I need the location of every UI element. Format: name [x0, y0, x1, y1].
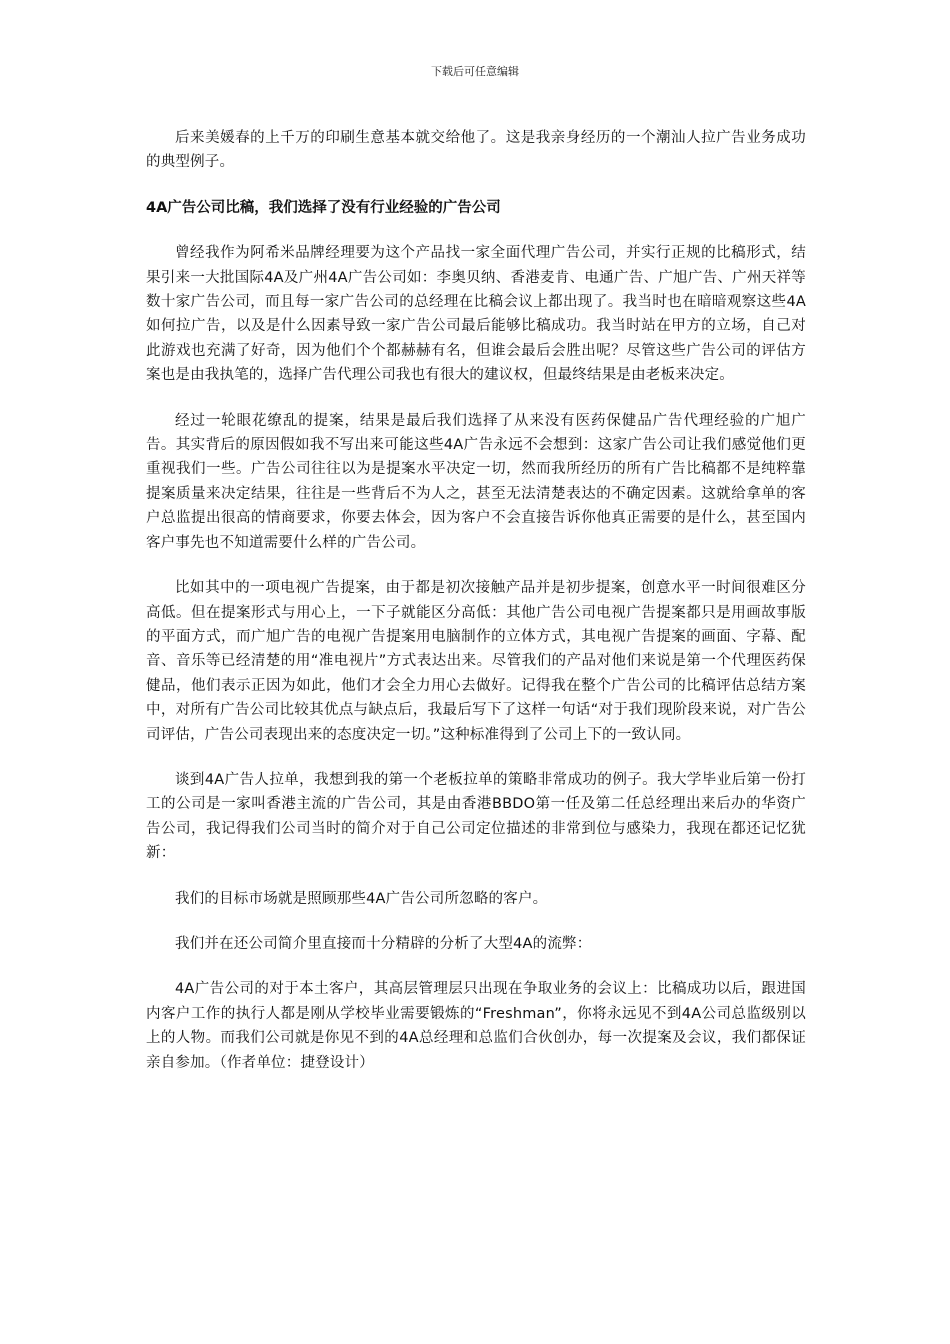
paragraph-pitch-result: 经过一轮眼花缭乱的提案，结果是最后我们选择了从来没有医药保健品广告代理经验的广旭广告。其实背后的原因假如我不写出来可能这些4A广告永远不会想到：这家广告公司让我们感觉他们更重视我们一些。广告公司往往以为是提案水平决定一切，然而我所经历的所有广告比稿都不是纯粹靠提案质量来决定结果，往往是一些背后不为人之，甚至无法清楚表达的不确定因素。这就给拿单的客户总监提出很高的情商要求，你要去体会，因为客户不会直接告诉你他真正需要的是什么，甚至国内客户事先也不知道需要什么样的广告公司。: [146, 412, 806, 551]
paragraph-first-boss: 谈到4A广告人拉单，我想到我的第一个老板拉单的策略非常成功的例子。我大学毕业后第一份打工的公司是一家叫香港主流的广告公司，其是由香港BBDO第一任及第二任总经理出来后办的华资广告公司，我记得我们公司当时的简介对于自己公司定位描述的非常到位与感染力，我现在都还记忆犹新：: [146, 771, 806, 862]
document-body: [146, 126, 806, 1096]
paragraph-intro: 后来美媛春的上千万的印刷生意基本就交给他了。这是我亲身经历的一个潮汕人拉广告业务成功的典型例子。: [146, 130, 806, 171]
paragraph-target-market: 我们的目标市场就是照顾那些4A广告公司所忽略的客户。: [175, 890, 548, 907]
paragraph-pitch-context: 曾经我作为阿希米品牌经理要为这个产品找一家全面代理广告公司，并实行正规的比稿形式，结果引来一大批国际4A及广州4A广告公司如：李奥贝纳、香港麦肯、电通广告、广旭广告、广州天祥等数十家广告公司，而且每一家广告公司的总经理在比稿会议上都出现了。我当时也在暗暗观察这些4A如何拉广告，以及是什么因素导致一家广告公司最后能够比稿成功。我当时站在甲方的立场，自己对此游戏也充满了好奇，因为他们个个都赫赫有名，但谁会最后会胜出呢？尽管这些广告公司的评估方案也是由我执笔的，选择广告代理公司我也有很大的建议权，但最终结果是由老板来决定。: [146, 245, 806, 384]
paragraph-tv-proposal: 比如其中的一项电视广告提案，由于都是初次接触产品并是初步提案，创意水平一时间很难区分高低。但在提案形式与用心上，一下子就能区分高低：其他广告公司电视广告提案都只是用画故事版的平面方式，而广旭广告的电视广告提案用电脑制作的立体方式，其电视广告提案的画面、字幕、配音、音乐等已经清楚的用“准电视片”方式表达出来。尽管我们的产品对他们来说是第一个代理医药保健品，他们表示正因为如此，他们才会全力用心去做好。记得我在整个广告公司的比稿评估总结方案中，对所有广告公司比较其优点与缺点后，我最后写下了这样一句话“对于我们现阶段来说，对广告公司评估，广告公司表现出来的态度决定一切。”这种标准得到了公司上下的一致认同。: [146, 580, 806, 743]
paragraph-4a-analysis: 4A广告公司的对于本土客户，其高层管理层只出现在争取业务的会议上：比稿成功以后，跟进国内客户工作的执行人都是刚从学校毕业需要锻炼的“Freshman”，你将永远见不到4A公司总监级别以上的人物。而我们公司就是你见不到的4A总经理和总监们合伙创办，每一次提案及会议，我们都保证亲自参加。（作者单位：捷登设计）: [146, 981, 806, 1071]
section-heading: 4A广告公司比稿，我们选择了没有行业经验的广告公司: [146, 199, 501, 216]
paragraph-4a-analysis-intro: 我们并在还公司简介里直接而十分精辟的分析了大型4A的流弊：: [175, 935, 592, 952]
page-header: 下载后可任意编辑: [431, 65, 519, 78]
